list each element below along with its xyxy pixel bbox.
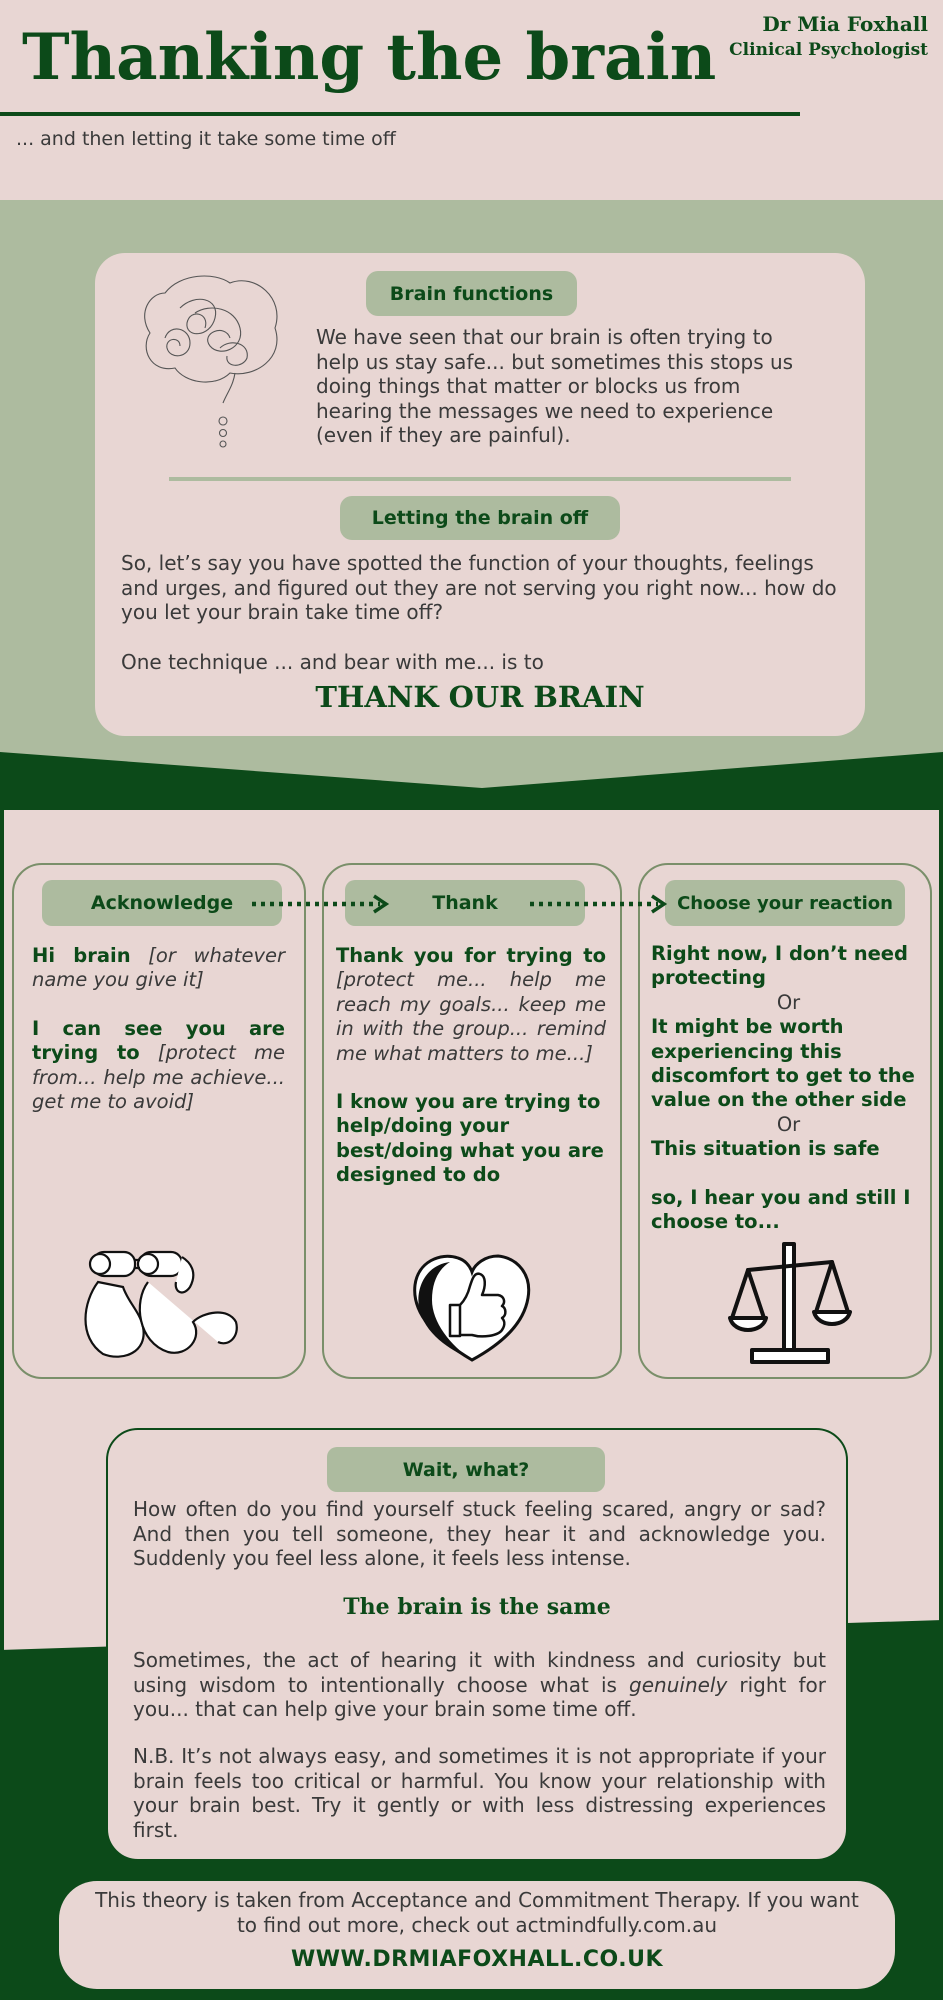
- choose-line-1: Right now, I don’t need protecting: [651, 942, 908, 990]
- binoculars-hands-icon: [78, 1242, 240, 1362]
- choose-line-4: so, I hear you and still I choose to...: [651, 1185, 911, 1234]
- thank-text: [336, 944, 606, 1188]
- dotted-arrow-icon: [528, 892, 673, 916]
- brain-functions-label: Brain functions: [366, 271, 577, 316]
- choose-or-2: Or: [776, 1112, 801, 1136]
- author-role: Clinical Psychologist: [729, 40, 928, 60]
- wait-paragraph-2: [133, 1648, 826, 1722]
- thank-headline: THANK OUR BRAIN: [315, 680, 645, 714]
- dotted-arrow-icon: [250, 892, 395, 916]
- brain-scribble-icon: [135, 268, 290, 458]
- page-title: Thanking the brain: [22, 20, 717, 95]
- choose-label: Choose your reaction: [665, 880, 905, 926]
- page-subtitle: ... and then letting it take some time off: [16, 128, 396, 150]
- wait-p2-emphasis: genuinely: [629, 1672, 728, 1697]
- author-name: Dr Mia Foxhall: [762, 12, 928, 36]
- heart-thumbs-up-icon: [410, 1250, 535, 1365]
- wait-p2-after: right for you... that can help give your brain some time off.: [133, 1672, 826, 1722]
- acknowledge-label: Acknowledge: [42, 880, 282, 926]
- choose-or-1: Or: [776, 990, 801, 1014]
- thank-label: Thank: [345, 880, 585, 926]
- choose-line-2: It might be worth experiencing this discomfort to get to the value on the other side: [651, 1015, 915, 1112]
- letting-off-text: So, let’s say you have spotted the function of your thoughts, feelings and urges, and figured out they are not serving you right now... how do you let your brain take time off?: [121, 551, 837, 625]
- title-underline: [0, 112, 800, 116]
- scales-icon: [728, 1240, 852, 1366]
- thank-opening: Thank you for trying to: [336, 944, 606, 967]
- wait-paragraph-1: How often do you find yourself stuck feeling scared, angry or sad? And then you tell someone, they hear it and acknowledge you. Suddenly you feel less alone, it feels less intense.: [133, 1497, 826, 1571]
- footer-website-link[interactable]: WWW.DRMIAFOXHALL.CO.UK: [290, 1947, 664, 1972]
- section-divider: [169, 477, 791, 481]
- thank-know: I know you are trying to help/doing your best/doing what you are designed to do: [336, 1090, 604, 1187]
- acknowledge-greeting-note: [or whatever name you give it]: [32, 944, 285, 992]
- wait-label: Wait, what?: [327, 1447, 605, 1492]
- brain-functions-text: We have seen that our brain is often trying to help us stay safe... but sometimes this stops us doing things that matter or blocks us from hearing the messages we need to experience (even if they are painful).: [316, 325, 794, 448]
- acknowledge-text: [32, 944, 285, 1114]
- acknowledge-seeing-note: [protect me from... help me achieve... get me to avoid]: [32, 1041, 285, 1114]
- footer-text: This theory is taken from Acceptance and Commitment Therapy. If you want to find out more, check out actmindfully.com.au: [95, 1888, 859, 1937]
- acknowledge-greeting: Hi brain: [32, 944, 131, 967]
- choose-line-3: This situation is safe: [651, 1137, 880, 1161]
- wait-paragraph-3: N.B. It’s not always easy, and sometimes it is not appropriate if your brain feels too critical or harmful. You know your relationship with your brain best. Try it gently or with less distressing experiences first.: [133, 1744, 826, 1842]
- wait-p2-before: Sometimes, the act of hearing it with kindness and curiosity but using wisdom to intentionally choose what is: [133, 1648, 826, 1697]
- choose-text: [651, 942, 926, 1234]
- acknowledge-seeing: I can see you are trying to: [32, 1016, 285, 1065]
- thank-opening-note: [protect me... help me reach my goals... keep me in with the group... remind me what matters to me...]: [336, 968, 606, 1065]
- technique-text: One technique ... and bear with me... is to: [121, 650, 544, 674]
- letting-off-label: Letting the brain off: [340, 496, 620, 540]
- wait-headline: The brain is the same: [343, 1594, 611, 1620]
